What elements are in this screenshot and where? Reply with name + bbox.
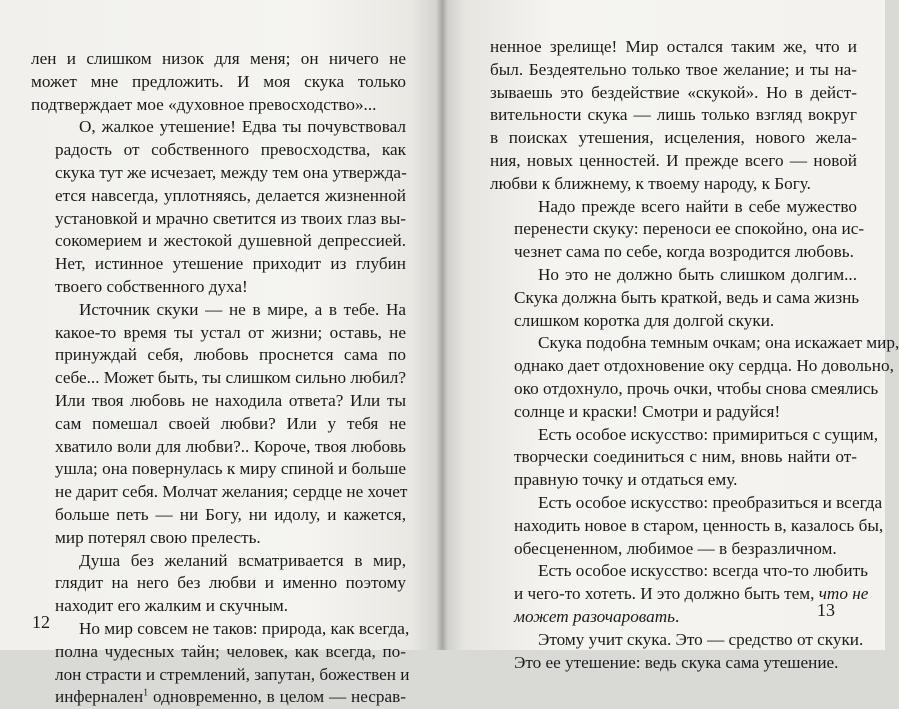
text-line: любви к ближнему, к твоему народу, к Богу.	[490, 173, 811, 193]
text-line: Есть особое искусство: преобразиться и всегда	[538, 492, 883, 512]
text-line: Есть особое искусство: всегда что-то любить	[538, 561, 868, 581]
text-line: полна чудесных тайн; человек, как всегда, по-	[55, 641, 406, 661]
text-line: радость от собственного превосходства, как	[55, 140, 406, 160]
text-line: правную точку и отдаться ему.	[514, 470, 738, 490]
text-line: слишком коротка для долгой скуки.	[514, 310, 775, 330]
book-gutter	[436, 0, 448, 650]
text-line: Это ее утешение: ведь скука сама утешение.	[514, 652, 839, 672]
text-line: перенести скуку: переноси ее спокойно, она ис-	[514, 219, 865, 239]
text-line: Или твоя любовь не находила ответа? Или ты	[55, 390, 406, 410]
left-page	[0, 0, 442, 707]
text-run: одновременно, в целом — несрав-	[148, 687, 406, 707]
text-line: О, жалкое утешение! Едва ты почувствовал	[79, 117, 406, 137]
text-line: обесцененном, любимое — в безразличном.	[514, 538, 837, 558]
paragraph	[490, 36, 857, 196]
text-line: солнце и краски! Смотри и радуйся!	[514, 401, 781, 421]
right-page-text	[490, 36, 899, 674]
paragraph	[31, 116, 406, 298]
text-line: Душа без желаний всматривается в мир,	[79, 550, 406, 570]
left-page-text	[31, 48, 410, 709]
paragraph	[31, 299, 406, 550]
paragraph	[490, 332, 899, 423]
text-line: лон страсти и стремлений, запутан, божествен и	[55, 664, 410, 684]
right-page	[442, 0, 899, 672]
paragraph	[490, 492, 884, 560]
text-line: Этому учит скука. Это — средство от скуки.	[538, 629, 864, 649]
text-run: и чего-то хотеть. И это должно быть тем,	[514, 584, 819, 604]
text-run: инферналeн	[55, 687, 144, 707]
text-line: Надо прежде всего найти в себе мужество	[538, 196, 857, 216]
text-line: Источник скуки — не в мире, а в тебе. На	[79, 299, 406, 319]
text-line: может мне предложить. И моя скука только	[31, 71, 406, 91]
text-line: сам помешал своей любви? Или у тебя не	[55, 413, 406, 433]
text-line: Нет, истинное утешение приходит из глубин	[55, 254, 406, 274]
text-line: ушла; она повернулась к миру спиной и больше	[55, 459, 407, 479]
paragraph	[490, 560, 869, 628]
text-line: зываешь это бездействие «скукой». Но в дейст-	[490, 82, 857, 102]
text-line: был. Бездеятельно только твое желание; и ты на-	[490, 59, 857, 79]
paragraph	[31, 618, 410, 709]
text-line: творчески соединиться с ним, вновь найти от-	[514, 447, 857, 467]
text-line: Скука должна быть краткой, ведь и сама жизнь	[514, 287, 860, 307]
text-line: себе... Может быть, ты слишком сильно любил?	[55, 368, 406, 388]
text-line: находить новое в старом, ценность в, казалось бы,	[514, 515, 884, 535]
text-line: Но это не должно быть слишком долгим...	[538, 264, 857, 284]
text-line: глядит на него без любви и именно поэтому	[55, 573, 406, 593]
text-line	[490, 583, 869, 606]
page-number-right: 13	[817, 600, 835, 620]
text-line: хватило воли для любви?.. Короче, твоя любовь	[55, 436, 406, 456]
text-line: скука тут же исчезает, между тем она утвержда-	[55, 162, 407, 182]
paragraph	[490, 196, 865, 264]
text-line: не дарит себя. Молчат желания; сердце не хочет	[55, 482, 408, 502]
paragraph	[31, 48, 406, 116]
text-line: око отдохнуло, прочь очки, чтобы снова смеялись	[514, 378, 879, 398]
text-line: однако дает отдохновение оку сердца. Но довольно,	[514, 356, 894, 376]
text-line: твоего собственного духа!	[55, 276, 248, 296]
text-line	[490, 606, 857, 629]
text-line: в поисках утешения, исцеления, нового жела-	[490, 128, 857, 148]
paragraph	[490, 629, 864, 675]
italic-text: может разочаровать	[514, 606, 675, 626]
text-line: сокомерием и жестокой душевной депрессией.	[55, 231, 406, 251]
text-run: .	[674, 606, 680, 626]
page-number-left: 12	[32, 612, 50, 632]
text-line: вительности скука — лишь только взгляд вокруг	[490, 105, 857, 125]
text-line: какое-то время ты устал от жизни; оставь, не	[55, 322, 406, 342]
text-line: Скука подобна темным очкам; она искажает мир,	[538, 333, 899, 353]
text-line: ется навсегда, уплотняясь, делается жизненной	[55, 185, 406, 205]
text-line: Но мир совсем не таков: природа, как всегда,	[79, 618, 410, 638]
text-line: подтверждает мое «духовное превосходство»...	[31, 94, 377, 114]
text-line: принуждай себя, любовь проснется сама по	[55, 345, 406, 365]
text-line: находит его жалким и скучным.	[55, 596, 289, 616]
text-line: Есть особое искусство: примириться с сущим,	[538, 424, 879, 444]
text-line: лен и слишком низок для меня; он ничего не	[31, 49, 406, 68]
italic-text: что не	[818, 584, 869, 604]
paragraph	[490, 264, 860, 332]
paragraph	[31, 550, 406, 618]
paragraph	[490, 424, 879, 492]
text-line	[31, 686, 406, 709]
text-line: установкой и мрачно светится из твоих глаз вы-	[55, 208, 406, 228]
text-line: ния, новых ценностей. И прежде всего — новой	[490, 150, 857, 170]
text-line: чезнет сама по себе, когда возродится любовь.	[514, 242, 854, 262]
text-line: мир потерял свою прелесть.	[55, 527, 261, 547]
text-line: больше петь — ни Богу, ни идолу, и кажется,	[55, 504, 406, 524]
footnote-marker: 1	[143, 687, 149, 699]
text-line: ненное зрелище! Мир остался таким же, что и	[490, 37, 857, 56]
